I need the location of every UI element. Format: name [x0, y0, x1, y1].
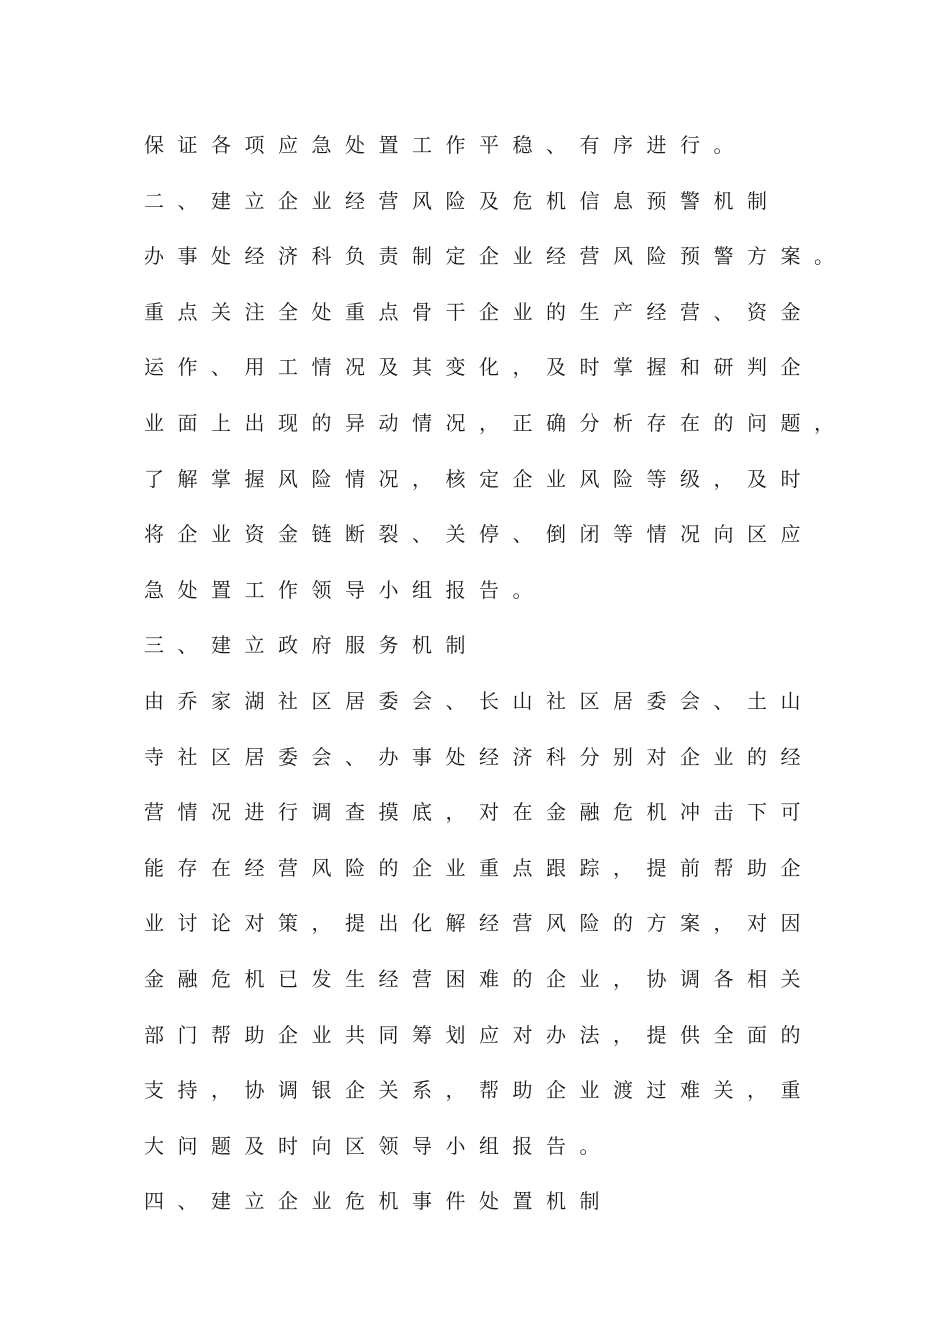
text-line: 重点关注全处重点骨干企业的生产经营、资金	[144, 299, 814, 324]
text-line: 运作、用工情况及其变化，及时掌握和研判企	[144, 355, 814, 380]
text-line: 业面上出现的异动情况，正确分析存在的问题，	[144, 410, 848, 435]
text-line: 办事处经济科负责制定企业经营风险预警方案。	[144, 244, 848, 269]
section-heading: 四、建立企业危机事件处置机制	[144, 1189, 613, 1214]
text-line: 由乔家湖社区居委会、长山社区居委会、土山	[144, 688, 814, 713]
text-line: 支持，协调银企关系，帮助企业渡过难关，重	[144, 1078, 814, 1103]
text-line: 业讨论对策，提出化解经营风险的方案，对因	[144, 911, 814, 936]
text-line: 急处置工作领导小组报告。	[144, 577, 546, 602]
text-line: 大问题及时向区领导小组报告。	[144, 1133, 613, 1158]
section-heading: 三、建立政府服务机制	[144, 633, 479, 658]
document-body	[144, 128, 864, 1240]
text-line: 保证各项应急处置工作平稳、有序进行。	[144, 133, 747, 157]
text-line: 寺社区居委会、办事处经济科分别对企业的经	[144, 744, 814, 769]
text-line: 部门帮助企业共同筹划应对办法，提供全面的	[144, 1022, 814, 1047]
section-heading: 二、建立企业经营风险及危机信息预警机制	[144, 188, 781, 213]
text-line: 金融危机已发生经营困难的企业，协调各相关	[144, 966, 814, 991]
text-line: 营情况进行调查摸底，对在金融危机冲击下可	[144, 800, 814, 825]
text-line: 将企业资金链断裂、关停、倒闭等情况向区应	[144, 522, 814, 547]
text-line: 了解掌握风险情况，核定企业风险等级，及时	[144, 466, 814, 491]
text-line: 能存在经营风险的企业重点跟踪，提前帮助企	[144, 855, 814, 880]
